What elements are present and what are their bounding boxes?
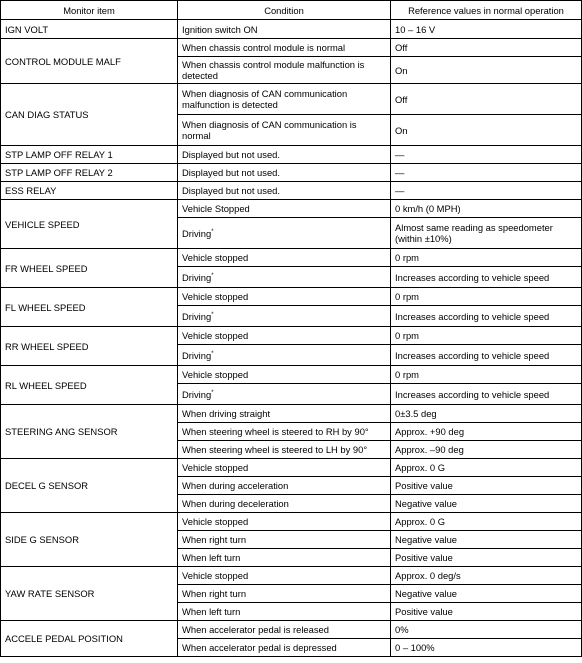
- condition-text: When steering wheel is steered to LH by 90°: [182, 444, 368, 455]
- condition-cell: [178, 603, 391, 621]
- reference-value-cell: —: [391, 164, 582, 182]
- reference-value-cell: Increases according to vehicle speed: [391, 345, 582, 366]
- condition-text: When driving straight: [182, 408, 271, 419]
- table-row: [1, 249, 582, 267]
- condition-text: Vehicle stopped: [182, 516, 249, 527]
- reference-value-cell: 0 rpm: [391, 327, 582, 345]
- condition-text: Displayed but not used.: [182, 185, 280, 196]
- condition-cell: [178, 567, 391, 585]
- condition-cell: [178, 327, 391, 345]
- condition-text: Displayed but not used.: [182, 167, 280, 178]
- monitor-item-cell: ACCELE PEDAL POSITION: [1, 621, 178, 657]
- reference-value-cell: On: [391, 115, 582, 146]
- condition-text: Driving: [182, 349, 212, 361]
- condition-cell: [178, 384, 391, 405]
- table-row: [1, 20, 582, 39]
- reference-value-cell: 10 – 16 V: [391, 20, 582, 39]
- condition-text: Vehicle stopped: [182, 570, 249, 581]
- monitor-item-cell: ESS RELAY: [1, 182, 178, 200]
- reference-value-cell: On: [391, 57, 582, 84]
- reference-value-cell: —: [391, 182, 582, 200]
- reference-value-cell: 0 rpm: [391, 366, 582, 384]
- monitor-item-cell: STP LAMP OFF RELAY 2: [1, 164, 178, 182]
- footnote-mark: *: [211, 311, 214, 318]
- reference-value-cell: Off: [391, 84, 582, 115]
- condition-text: When accelerator pedal is released: [182, 624, 329, 635]
- footnote-mark: *: [211, 350, 214, 357]
- condition-text: Driving: [182, 388, 212, 400]
- reference-value-cell: 0±3.5 deg: [391, 405, 582, 423]
- reference-value-cell: Negative value: [391, 495, 582, 513]
- condition-text: Driving: [182, 227, 212, 239]
- condition-cell: [178, 405, 391, 423]
- monitor-item-cell: SIDE G SENSOR: [1, 513, 178, 567]
- condition-cell: [178, 288, 391, 306]
- condition-cell: [178, 345, 391, 366]
- reference-value-cell: Negative value: [391, 585, 582, 603]
- condition-cell: [178, 513, 391, 531]
- header-reference: Reference values in normal operation: [391, 1, 582, 20]
- monitor-item-cell: RL WHEEL SPEED: [1, 366, 178, 405]
- monitor-item-cell: STP LAMP OFF RELAY 1: [1, 146, 178, 164]
- condition-text: Driving: [182, 310, 212, 322]
- condition-cell: [178, 459, 391, 477]
- reference-value-cell: Increases according to vehicle speed: [391, 267, 582, 288]
- condition-text: Displayed but not used.: [182, 149, 280, 160]
- condition-cell: [178, 20, 391, 39]
- condition-text: Vehicle Stopped: [182, 203, 250, 214]
- condition-text: When right turn: [182, 534, 247, 545]
- condition-cell: [178, 585, 391, 603]
- condition-cell: [178, 477, 391, 495]
- footnote-mark: *: [211, 272, 214, 279]
- condition-cell: [178, 249, 391, 267]
- table-row: [1, 513, 582, 531]
- condition-cell: [178, 441, 391, 459]
- condition-text: Driving: [182, 271, 212, 283]
- header-condition: Condition: [178, 1, 391, 20]
- table-row: [1, 146, 582, 164]
- reference-value-cell: Approx. 0 G: [391, 459, 582, 477]
- condition-text: When during deceleration: [182, 498, 289, 509]
- table-row: [1, 567, 582, 585]
- reference-value-cell: Approx. +90 deg: [391, 423, 582, 441]
- reference-value-cell: Almost same reading as speedometer (within ±10%): [391, 218, 582, 249]
- reference-value-cell: Positive value: [391, 603, 582, 621]
- reference-value-cell: 0 – 100%: [391, 639, 582, 657]
- condition-cell: [178, 115, 391, 146]
- condition-cell: [178, 164, 391, 182]
- condition-text: Ignition switch ON: [182, 23, 258, 35]
- condition-cell: [178, 549, 391, 567]
- monitor-item-cell: CONTROL MODULE MALF: [1, 39, 178, 84]
- condition-cell: [178, 200, 391, 218]
- condition-text: When steering wheel is steered to RH by 90°: [182, 426, 369, 437]
- condition-text: When during acceleration: [182, 480, 289, 491]
- table-row: [1, 200, 582, 218]
- condition-text: Vehicle stopped: [182, 330, 249, 341]
- header-monitor-item: Monitor item: [1, 1, 178, 20]
- reference-value-cell: Positive value: [391, 549, 582, 567]
- table-row: [1, 288, 582, 306]
- reference-value-cell: Approx. –90 deg: [391, 441, 582, 459]
- reference-value-cell: Off: [391, 39, 582, 57]
- table-row: [1, 327, 582, 345]
- footnote-mark: *: [211, 228, 214, 235]
- monitor-item-cell: VEHICLE SPEED: [1, 200, 178, 249]
- condition-cell: [178, 366, 391, 384]
- condition-cell: [178, 84, 391, 115]
- condition-text: When left turn: [182, 606, 241, 617]
- table-row: [1, 182, 582, 200]
- condition-text: Vehicle stopped: [182, 462, 249, 473]
- condition-text: When chassis control module is normal: [182, 42, 346, 53]
- reference-value-cell: 0 rpm: [391, 249, 582, 267]
- monitor-item-cell: STEERING ANG SENSOR: [1, 405, 178, 459]
- condition-cell: [178, 146, 391, 164]
- monitor-item-cell: DECEL G SENSOR: [1, 459, 178, 513]
- reference-value-cell: Approx. 0 G: [391, 513, 582, 531]
- footnote-mark: *: [211, 389, 214, 396]
- table-row: [1, 621, 582, 639]
- reference-value-cell: 0 km/h (0 MPH): [391, 200, 582, 218]
- table-row: [1, 366, 582, 384]
- condition-cell: [178, 218, 391, 249]
- table-row: [1, 39, 582, 57]
- table-body: [1, 20, 582, 657]
- condition-cell: [178, 57, 391, 84]
- monitor-item-cell: CAN DIAG STATUS: [1, 84, 178, 146]
- reference-value-cell: 0%: [391, 621, 582, 639]
- condition-text: Vehicle stopped: [182, 291, 249, 302]
- condition-text: Vehicle stopped: [182, 369, 249, 380]
- condition-cell: [178, 267, 391, 288]
- monitor-item-cell: FR WHEEL SPEED: [1, 249, 178, 288]
- reference-value-cell: Negative value: [391, 531, 582, 549]
- reference-value-cell: —: [391, 146, 582, 164]
- monitor-item-cell: YAW RATE SENSOR: [1, 567, 178, 621]
- condition-cell: [178, 639, 391, 657]
- table-row: [1, 405, 582, 423]
- condition-cell: [178, 306, 391, 327]
- condition-cell: [178, 182, 391, 200]
- reference-value-cell: 0 rpm: [391, 288, 582, 306]
- condition-cell: [178, 39, 391, 57]
- reference-value-cell: Approx. 0 deg/s: [391, 567, 582, 585]
- condition-text: When diagnosis of CAN communication is normal: [182, 119, 357, 141]
- condition-text: When right turn: [182, 588, 247, 599]
- condition-text: When chassis control module malfunction is detected: [182, 59, 365, 81]
- monitor-item-cell: RR WHEEL SPEED: [1, 327, 178, 366]
- reference-value-cell: Increases according to vehicle speed: [391, 306, 582, 327]
- condition-cell: [178, 495, 391, 513]
- condition-text: When accelerator pedal is depressed: [182, 642, 337, 653]
- table-row: [1, 459, 582, 477]
- table-row: [1, 164, 582, 182]
- reference-value-cell: Increases according to vehicle speed: [391, 384, 582, 405]
- condition-text: Vehicle stopped: [182, 252, 249, 263]
- monitor-item-cell: FL WHEEL SPEED: [1, 288, 178, 327]
- monitor-item-cell: IGN VOLT: [1, 20, 178, 39]
- reference-value-cell: Positive value: [391, 477, 582, 495]
- condition-cell: [178, 531, 391, 549]
- header-row: [1, 1, 582, 20]
- table-row: [1, 84, 582, 115]
- condition-cell: [178, 423, 391, 441]
- condition-cell: [178, 621, 391, 639]
- condition-text: When diagnosis of CAN communication malfunction is detected: [182, 88, 348, 110]
- condition-text: When left turn: [182, 552, 241, 563]
